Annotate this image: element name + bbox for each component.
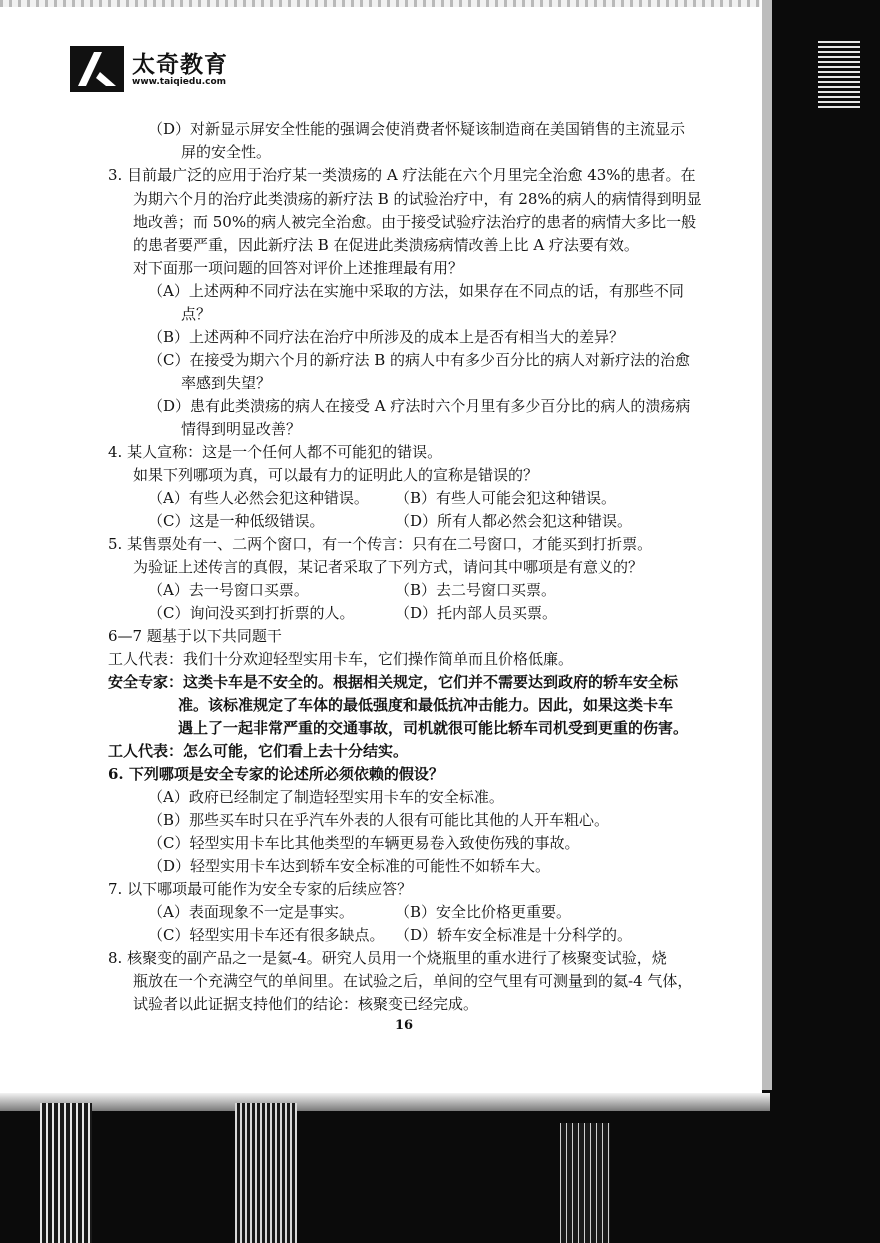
option-text: （A）上述两种不同疗法在实施中采取的方法，如果存在不同点的话，有那些不同	[148, 282, 684, 300]
question-7-stem: 7. 以下哪项最可能作为安全专家的后续应答？	[108, 880, 413, 898]
option-text: （A）表面现象不一定是事实。	[148, 903, 354, 921]
question-4-prompt: 如果下列哪项为真，可以最有力的证明此人的宣称是错误的？	[133, 466, 539, 484]
question-5-prompt: 为验证上述传言的真假，某记者采取了下列方式，请问其中哪项是有意义的？	[133, 558, 644, 576]
dialogue-line: 遇上了一起非常严重的交通事故，司机就很可能比轿车司机受到更重的伤害。	[178, 719, 689, 737]
dialogue-line: 工人代表：怎么可能，它们看上去十分结实。	[108, 742, 409, 760]
option-text: （B）安全比价格更重要。	[395, 903, 572, 921]
option-text: （D）托内部人员买票。	[395, 604, 558, 622]
question-3-stem: 地改善；而 50%的病人被完全治愈。由于接受试验疗法治疗的患者的病情大多比一般	[133, 213, 697, 231]
option-text: （B）上述两种不同疗法在治疗中所涉及的成本上是否有相当大的差异？	[148, 328, 625, 346]
question-8-stem: 8. 核聚变的副产品之一是氦-4。研究人员用一个烧瓶里的重水进行了核聚变试验，烧	[108, 949, 667, 967]
question-8-stem: 瓶放在一个充满空气的单间里。在试验之后，单间的空气里有可测量到的氦-4 气体，	[133, 972, 693, 990]
dialogue-line: 工人代表：我们十分欢迎轻型实用卡车，它们操作简单而且价格低廉。	[108, 650, 574, 668]
option-text: 点？	[181, 305, 212, 323]
option-text: （A）去一号窗口买票。	[148, 581, 309, 599]
option-text: 情得到明显改善？	[181, 420, 302, 438]
question-3-prompt: 对下面那一项问题的回答对评价上述推理最有用？	[133, 259, 464, 277]
option-text: （D）轻型实用卡车达到轿车安全标准的可能性不如轿车大。	[148, 857, 551, 875]
option-text: （D）轿车安全标准是十分科学的。	[395, 926, 633, 944]
option-text: （A）政府已经制定了制造轻型实用卡车的安全标准。	[148, 788, 504, 806]
question-6-stem: 6. 下列哪项是安全专家的论述所必须依赖的假设？	[108, 765, 444, 783]
option-text: （D）患有此类溃疡的病人在接受 A 疗法时六个月里有多少百分比的病人的溃疡病	[148, 397, 691, 415]
logo-url: www.taiqiedu.com	[132, 77, 227, 87]
option-text: （C）在接受为期六个月的新疗法 B 的病人中有多少百分比的病人对新疗法的治愈	[148, 351, 691, 369]
dialogue-line: 准。该标准规定了车体的最低强度和最低抗冲击能力。因此，如果这类卡车	[178, 696, 674, 714]
scan-noise	[40, 1103, 92, 1243]
option-text: （D）对新显示屏安全性能的强调会使消费者怀疑该制造商在美国销售的主流显示	[148, 120, 686, 138]
option-text: （A）有些人必然会犯这种错误。	[148, 489, 369, 507]
scan-border-right	[762, 0, 880, 1243]
option-text: （C）询问没买到打折票的人。	[148, 604, 355, 622]
scan-noise	[560, 1123, 610, 1243]
option-text: （C）轻型实用卡车比其他类型的车辆更易卷入致使伤残的事故。	[148, 834, 580, 852]
shared-stem-heading: 6—7 题基于以下共同题干	[108, 627, 282, 645]
question-4-stem: 4. 某人宣称：这是一个任何人都不可能犯的错误。	[108, 443, 443, 461]
option-text: （B）那些买车时只在乎汽车外表的人很有可能比其他的人开车粗心。	[148, 811, 610, 829]
option-text: （C）这是一种低级错误。	[148, 512, 325, 530]
option-text: （B）去二号窗口买票。	[395, 581, 557, 599]
scan-noise	[235, 1103, 297, 1243]
question-3-stem: 的患者要严重，因此新疗法 B 在促进此类溃疡病情改善上比 A 疗法要有效。	[133, 236, 639, 254]
option-text: （C）轻型实用卡车还有很多缺点。	[148, 926, 385, 944]
dialogue-line: 安全专家：这类卡车是不安全的。根据相关规定，它们并不需要达到政府的轿车安全标	[108, 673, 679, 691]
option-text: 屏的安全性。	[181, 143, 272, 161]
scan-noise	[818, 38, 860, 108]
question-8-stem: 试验者以此证据支持他们的结论：核聚变已经完成。	[133, 995, 479, 1013]
question-3-stem: 为期六个月的治疗此类溃疡的新疗法 B 的试验治疗中，有 28%的病人的病情得到明显	[133, 190, 702, 208]
question-5-stem: 5. 某售票处有一、二两个窗口，有一个传言：只有在二号窗口，才能买到打折票。	[108, 535, 653, 553]
scan-noise	[0, 0, 760, 7]
scan-border-bottom	[0, 1093, 880, 1243]
option-text: （B）有些人可能会犯这种错误。	[395, 489, 617, 507]
option-text: 率感到失望？	[181, 374, 272, 392]
page-number: 16	[395, 1018, 414, 1033]
logo	[70, 46, 270, 92]
logo-mark-icon	[70, 46, 124, 92]
logo-name: 太奇教育	[132, 52, 228, 78]
option-text: （D）所有人都必然会犯这种错误。	[395, 512, 633, 530]
question-3-stem: 3. 目前最广泛的应用于治疗某一类溃疡的 A 疗法能在六个月里完全治愈 43%的患者。在	[108, 166, 696, 184]
